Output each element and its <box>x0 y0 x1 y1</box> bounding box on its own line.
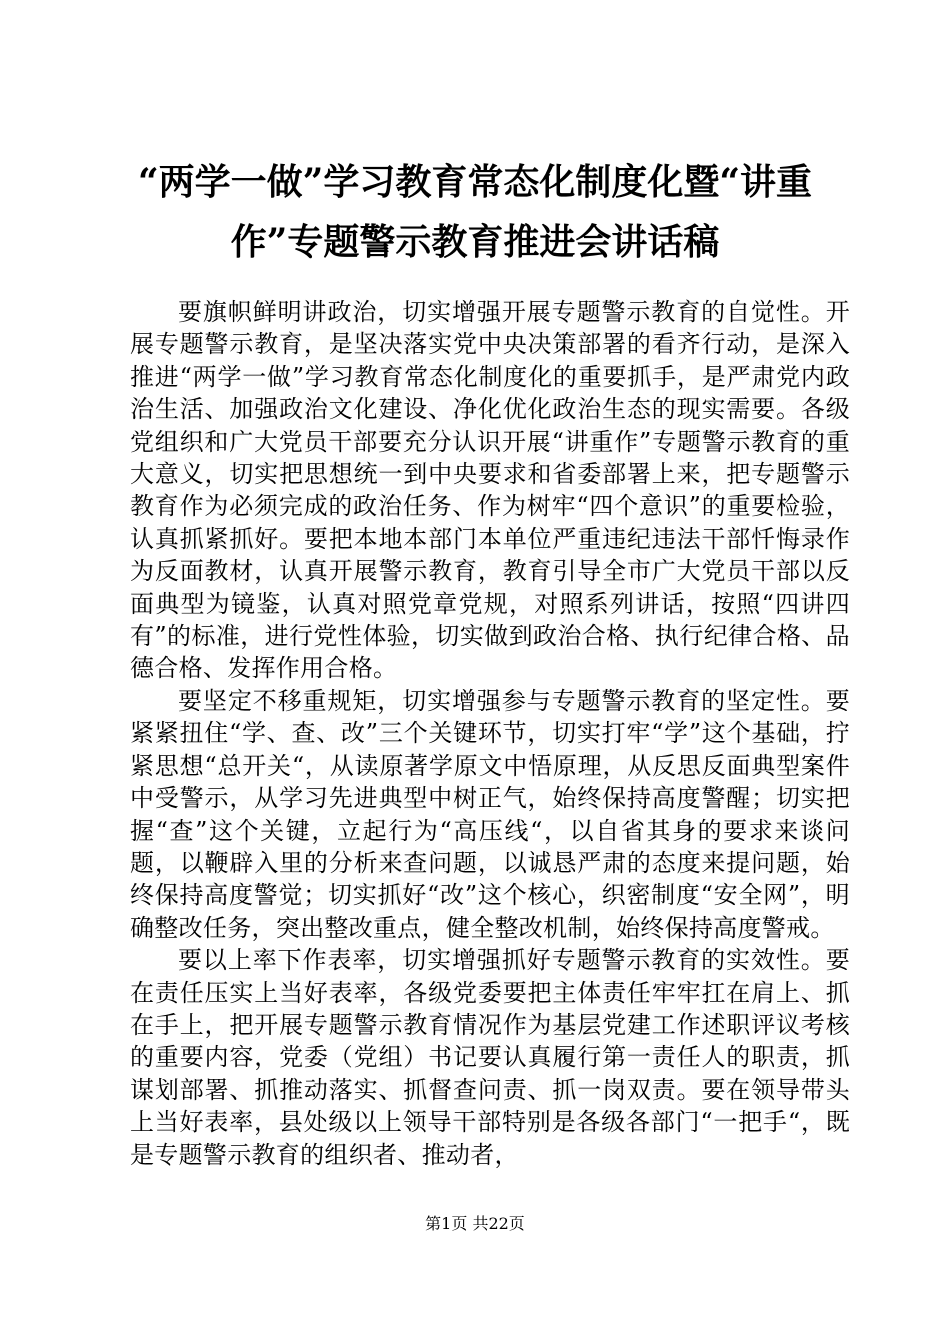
paragraph-2: 要坚定不移重规矩，切实增强参与专题警示教育的坚定性。要紧紧扭住“学、查、改”三个关键环节，切实打牢“学”这个基础，拧紧思想“总开关“，从读原著学原文中悟原理，从反思反面典型案件中受警示，从学习先进典型中树正气，始终保持高度警醒；切实把握“查”这个关键，立起行为“高压线“，以自省其身的要求来谈问题，以鞭辟入里的分析来查问题，以诚恳严肃的态度来提问题，始终保持高度警觉；切实抓好“改”这个核心，织密制度“安全网”，明确整改任务，突出整改重点，健全整改机制，始终保持高度警戒。 <box>130 686 850 942</box>
paragraph-3: 要以上率下作表率，切实增强抓好专题警示教育的实效性。要在责任压实上当好表率，各级党委要把主体责任牢牢扛在肩上、抓在手上，把开展专题警示教育情况作为基层党建工作述职评议考核的重要内容，党委（党组）书记要认真履行第一责任人的职责，抓谋划部署、抓推动落实、抓督查问责、抓一岗双责。要在领导带头上当好表率，县处级以上领导干部特别是各级各部门“一把手“，既是专题警示教育的组织者、推动者， <box>130 946 850 1169</box>
document-title: “两学一做”学习教育常态化制度化暨“讲重作”专题警示教育推进会讲话稿 <box>137 161 813 263</box>
document-body <box>130 296 850 1171</box>
paragraph-1: 要旗帜鲜明讲政治，切实增强开展专题警示教育的自觉性。开展专题警示教育，是坚决落实党中央决策部署的看齐行动，是深入推进“两学一做”学习教育常态化制度化的重要抓手，是严肃党内政治生活、加强政治文化建设、净化优化政治生态的现实需要。各级党组织和广大党员干部要充分认识开展“讲重作”专题警示教育的重大意义，切实把思想统一到中央要求和省委部署上来，把专题警示教育作为必须完成的政治任务、作为树牢“四个意识”的重要检验，认真抓紧抓好。要把本地本部门本单位严重违纪违法干部忏悔录作为反面教材，认真开展警示教育，教育引导全市广大党员干部以反面典型为镜鉴，认真对照党章党规，对照系列讲话，按照“四讲四有”的标准，进行党性体验，切实做到政治合格、执行纪律合格、品德合格、发挥作用合格。 <box>130 298 850 683</box>
page-number: 第1页 共22页 <box>425 1214 525 1233</box>
